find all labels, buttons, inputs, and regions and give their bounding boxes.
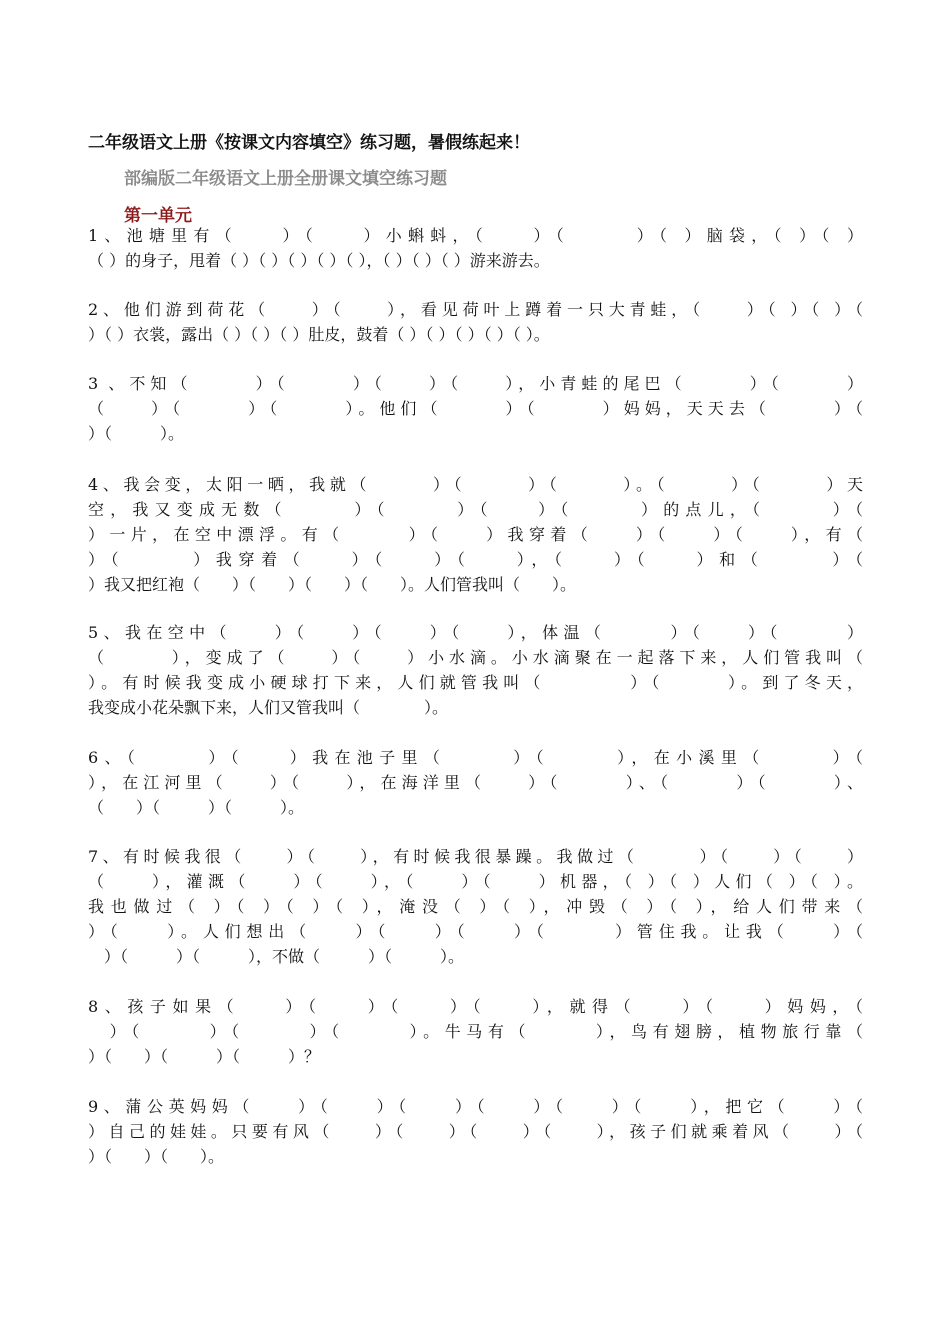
question-line: 1、池塘里有（ ）（ ）小蝌蚪，（ ）（ ）（ ）脑袋，（ ）（ ）	[88, 226, 863, 245]
question-7	[88, 844, 863, 969]
question-line: 5、我在空中（ ）（ ）（ ）（ ），体温（ ）（ ）（ ）	[88, 623, 863, 642]
question-line: （ ），变成了（ ）（ ）小水滴。小水滴聚在一起落下来，人们管我叫（	[88, 648, 863, 667]
document-subtitle: 部编版二年级语文上册全册课文填空练习题	[124, 169, 447, 189]
question-line: 8、孩子如果（ ）（ ）（ ）（ ），就得（ ）（ ）妈妈，（	[88, 997, 863, 1016]
question-line: （ ）的身子，甩着（ ）（ ）（ ）（ ）（ ），（ ）（ ）（ ）游来游去。	[88, 251, 550, 270]
question-8	[88, 994, 863, 1069]
question-line: ）（ ）衣裳，露出（ ）（ ）（ ）肚皮，鼓着（ ）（ ）（ ）（ ）（ ）。	[88, 325, 550, 344]
question-line: ），在江河里（ ）（ ），在海洋里（ ）（ ）、（ ）（ ）、	[88, 773, 863, 792]
question-line: （ ），灌溉（ ）（ ），（ ）（ ）机器，（ ）（ ）人们（ ）（ ）。	[88, 872, 863, 891]
unit-heading: 第一单元	[124, 206, 192, 226]
question-5	[88, 620, 863, 720]
question-line: ）我又把红袍（ ）（ ）（ ）（ ）。人们管我叫（ ）。	[88, 575, 577, 594]
question-4	[88, 472, 863, 597]
question-line: ）自己的娃娃。只要有风（ ）（ ）（ ）（ ），孩子们就乘着风（ ）（	[88, 1122, 863, 1141]
question-line: 空，我又变成无数（ ）（ ）（ ）（ ）的点儿，（ ）（	[88, 500, 863, 519]
question-line: 4、我会变，太阳一晒，我就（ ）（ ）（ ）。（ ）（ ）天	[88, 475, 863, 494]
question-line: 2、他们游到荷花（ ）（ ），看见荷叶上蹲着一只大青蛙，（ ）（ ）（ ）（	[88, 300, 863, 319]
question-line: 3 、不知（ ）（ ）（ ）（ ），小青蛙的尾巴（ ）（ ）	[88, 374, 863, 393]
question-line: ）（ ）我穿着（ ）（ ）（ ），（ ）（ ）和（ ）（	[88, 550, 863, 569]
question-line: （ ）（ ）（ ）。	[88, 798, 305, 817]
question-1	[88, 223, 863, 273]
question-line: ）。有时候我变成小硬球打下来，人们就管我叫（ ）（ ）。到了冬天，	[88, 673, 863, 692]
question-2	[88, 297, 863, 347]
question-line: ）一片，在空中漂浮。有（ ）（ ）我穿着（ ）（ ）（ ），有（	[88, 525, 863, 544]
question-line: 6、（ ）（ ）我在池子里（ ）（ ），在小溪里（ ）（	[88, 748, 863, 767]
question-line: （ ）（ ）（ ）。他们（ ）（ ）妈妈，天天去（ ）（	[88, 399, 863, 418]
question-3	[88, 371, 863, 446]
question-line: 7、有时候我很（ ）（ ），有时候我很暴躁。我做过（ ）（ ）（ ）	[88, 847, 863, 866]
question-line: ）（ ）（ ）（ ）。牛马有（ ），鸟有翅膀，植物旅行靠（	[88, 1022, 863, 1041]
question-6	[88, 745, 863, 820]
question-line: ）（ ）。人们想出（ ）（ ）（ ）（ ）管住我。让我（ ）（	[88, 922, 863, 941]
document-title: 二年级语文上册《按课文内容填空》练习题，暑假练起来！	[88, 133, 530, 153]
question-line: ）（ ）（ ），不做（ ）（ ）。	[88, 947, 465, 966]
question-line: ）（ ）。	[88, 424, 185, 443]
question-line: 我也做过（ ）（ ）（ ）（ ），淹没（ ）（ ），冲毁（ ）（ ），给人们带来（	[88, 897, 863, 916]
question-line: ）（ ）（ ）。	[88, 1147, 225, 1166]
question-9	[88, 1094, 863, 1169]
question-line: ）（ ）（ ）（ ）？	[88, 1047, 321, 1066]
question-line: 9、蒲公英妈妈（ ）（ ）（ ）（ ）（ ）（ ），把它（ ）（	[88, 1097, 863, 1116]
question-line: 我变成小花朵飘下来，人们又管我叫（ ）。	[88, 698, 449, 717]
